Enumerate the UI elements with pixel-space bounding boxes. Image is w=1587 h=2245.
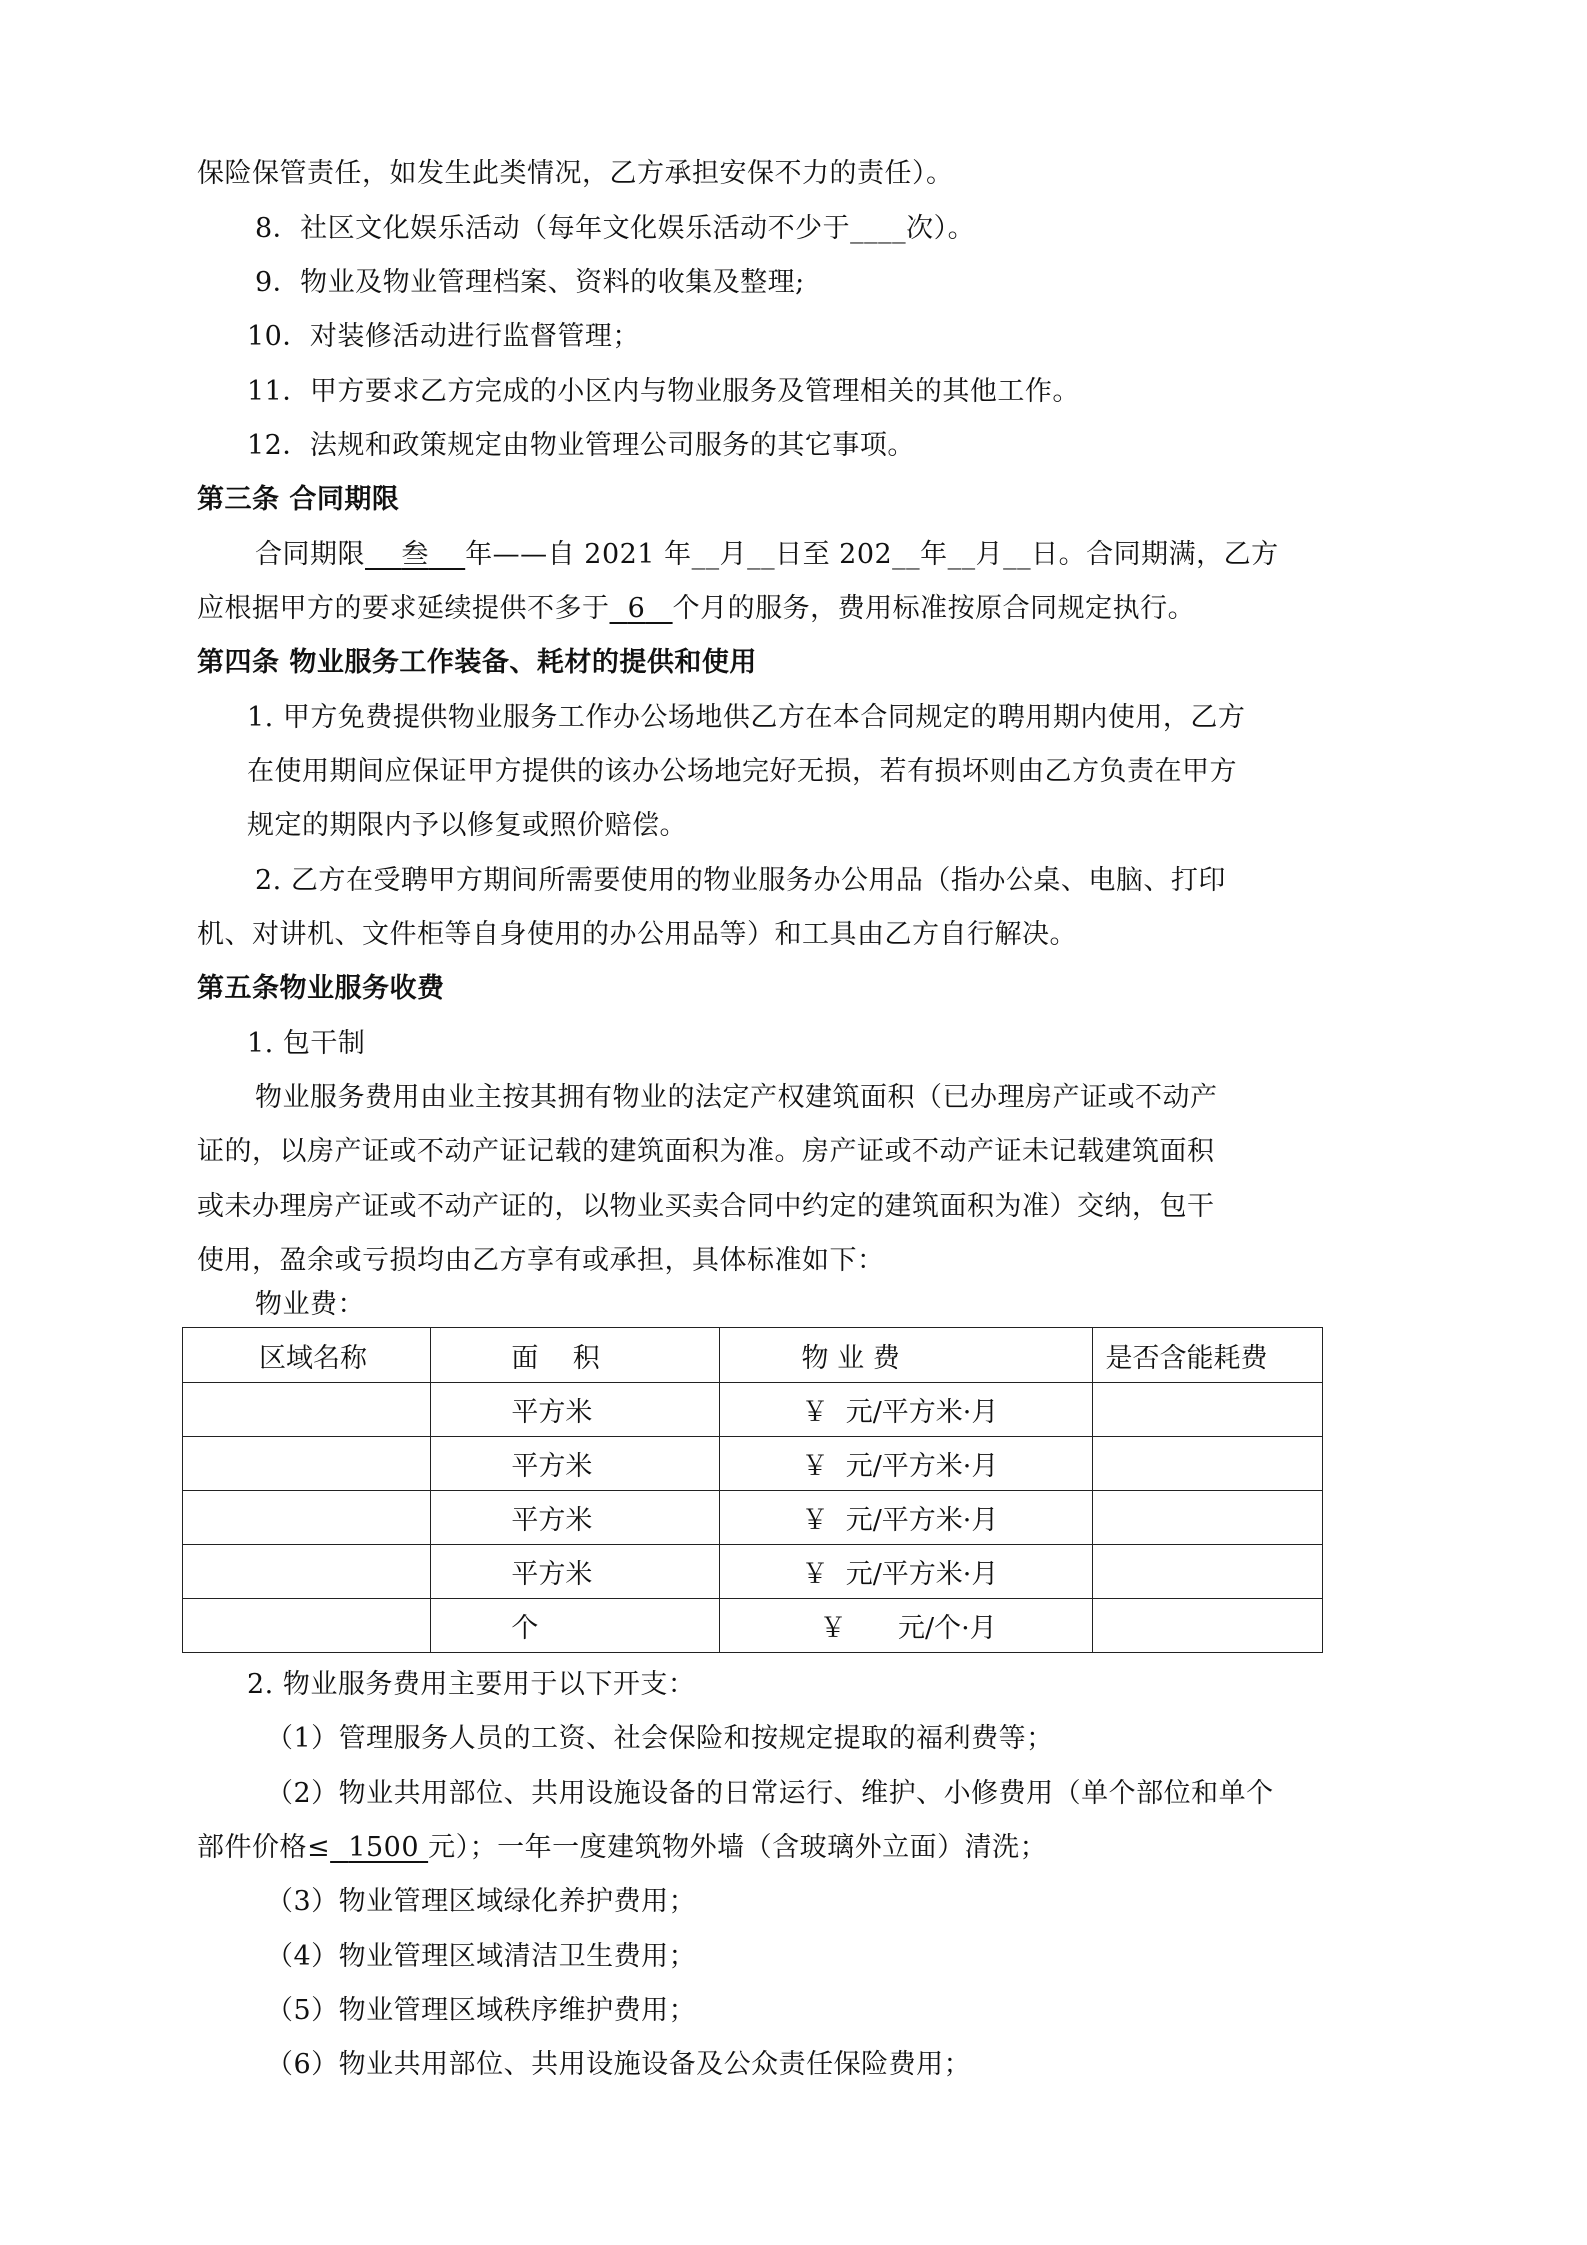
list-item-11: 11．甲方要求乙方完成的小区内与物业服务及管理相关的其他工作。: [247, 376, 1080, 407]
table-row: [183, 1437, 1323, 1491]
cell-area-name: [183, 1491, 431, 1545]
term-label: 合同期限: [255, 539, 365, 570]
cell-area: 平方米: [431, 1545, 719, 1599]
subheading-lump-sum: 1. 包干制: [247, 1028, 366, 1059]
expense-item-3: （3）物业管理区域绿化养护费用；: [266, 1886, 697, 1917]
expense-item-1: （1）管理服务人员的工资、社会保险和按规定提取的福利费等；: [266, 1723, 1054, 1754]
expense-item-2: （2）物业共用部位、共用设施设备的日常运行、维护、小修费用（单个部位和单个: [266, 1778, 1274, 1809]
cell-energy: [1093, 1383, 1323, 1437]
paragraph-line: 2. 乙方在受聘甲方期间所需要使用的物业服务办公用品（指办公桌、电脑、打印: [255, 865, 1226, 896]
term-dates: 年——自 2021 年__月__日至 202__年__月__日。合同期满，乙方: [465, 539, 1279, 570]
expense-item-6: （6）物业共用部位、共用设施设备及公众责任保险费用；: [266, 2049, 972, 2080]
property-fee-table: [182, 1327, 1323, 1653]
header-fee: 物 业 费: [719, 1328, 1093, 1383]
table-header-row: [183, 1328, 1323, 1383]
expense-item-4: （4）物业管理区域清洁卫生费用；: [266, 1941, 697, 1972]
list-item-9: 9．物业及物业管理档案、资料的收集及整理;: [255, 267, 805, 298]
extension-line: [197, 589, 1195, 629]
cell-fee: ￥ 元/个·月: [719, 1599, 1093, 1653]
paragraph-line: 物业服务费用由业主按其拥有物业的法定产权建筑面积（已办理房产证或不动产: [255, 1082, 1218, 1113]
table-row: [183, 1491, 1323, 1545]
cell-area: 个: [431, 1599, 719, 1653]
cell-area-name: [183, 1599, 431, 1653]
header-area: 面 积: [431, 1328, 719, 1383]
paragraph-line: 或未办理房产证或不动产证的，以物业买卖合同中约定的建筑面积为准）交纳，包干: [197, 1191, 1215, 1222]
table-row: [183, 1599, 1323, 1653]
table-row: [183, 1383, 1323, 1437]
cell-fee: ￥ 元/平方米·月: [719, 1545, 1093, 1599]
extension-months-value: 6: [627, 593, 646, 624]
table-row: [183, 1545, 1323, 1599]
expense-item-2-cont: [197, 1828, 1047, 1868]
price-limit-value: 1500: [348, 1832, 420, 1863]
contract-term-line: [255, 535, 1279, 575]
extension-text-end: 个月的服务，费用标准按原合同规定执行。: [672, 593, 1196, 624]
paragraph-line: 1. 甲方免费提供物业服务工作办公场地供乙方在本合同规定的聘用期内使用，乙方: [247, 702, 1246, 733]
cell-energy: [1093, 1599, 1323, 1653]
cell-area: 平方米: [431, 1383, 719, 1437]
cell-fee: ￥ 元/平方米·月: [719, 1437, 1093, 1491]
section-heading-4: 第四条 物业服务工作装备、耗材的提供和使用: [197, 647, 757, 678]
term-years-value: 叁: [401, 539, 429, 570]
price-limit-text: 部件价格≤: [197, 1832, 331, 1863]
price-limit-blank: [330, 1832, 428, 1863]
cell-area-name: [183, 1437, 431, 1491]
cell-area: 平方米: [431, 1491, 719, 1545]
cell-energy: [1093, 1545, 1323, 1599]
cell-area-name: [183, 1545, 431, 1599]
expense-item-5: （5）物业管理区域秩序维护费用；: [266, 1995, 697, 2026]
paragraph-line: 2. 物业服务费用主要用于以下开支：: [247, 1669, 696, 1700]
term-years-blank: [365, 539, 465, 570]
cell-fee: ￥ 元/平方米·月: [719, 1491, 1093, 1545]
paragraph-line: 使用，盈余或亏损均由乙方享有或承担，具体标准如下：: [197, 1245, 885, 1276]
extension-text: 应根据甲方的要求延续提供不多于: [197, 593, 610, 624]
paragraph-line: 保险保管责任，如发生此类情况，乙方承担安保不力的责任）。: [197, 158, 954, 189]
list-item-8: 8．社区文化娱乐活动（每年文化娱乐活动不少于____次）。: [255, 213, 976, 244]
cell-energy: [1093, 1437, 1323, 1491]
paragraph-line: 在使用期间应保证甲方提供的该办公场地完好无损，若有损坏则由乙方负责在甲方: [247, 756, 1237, 787]
list-item-12: 12．法规和政策规定由物业管理公司服务的其它事项。: [247, 430, 915, 461]
extension-months-blank: [610, 593, 673, 624]
table-caption: 物业费：: [255, 1289, 365, 1320]
cell-area-name: [183, 1383, 431, 1437]
header-includes-energy: 是否含能耗费: [1093, 1328, 1323, 1383]
cell-fee: ￥ 元/平方米·月: [719, 1383, 1093, 1437]
section-heading-5: 第五条物业服务收费: [197, 973, 445, 1004]
paragraph-line: 机、对讲机、文件柜等自身使用的办公用品等）和工具由乙方自行解决。: [197, 919, 1077, 950]
section-heading-3: 第三条 合同期限: [197, 484, 400, 515]
cell-energy: [1093, 1491, 1323, 1545]
price-limit-text-end: 元）；一年一度建筑物外墙（含玻璃外立面）清洗；: [428, 1832, 1048, 1863]
header-area-name: 区域名称: [183, 1328, 431, 1383]
paragraph-line: 证的，以房产证或不动产证记载的建筑面积为准。房产证或不动产证未记载建筑面积: [197, 1136, 1215, 1167]
cell-area: 平方米: [431, 1437, 719, 1491]
list-item-10: 10．对装修活动进行监督管理；: [247, 321, 640, 352]
paragraph-line: 规定的期限内予以修复或照价赔偿。: [247, 810, 687, 841]
